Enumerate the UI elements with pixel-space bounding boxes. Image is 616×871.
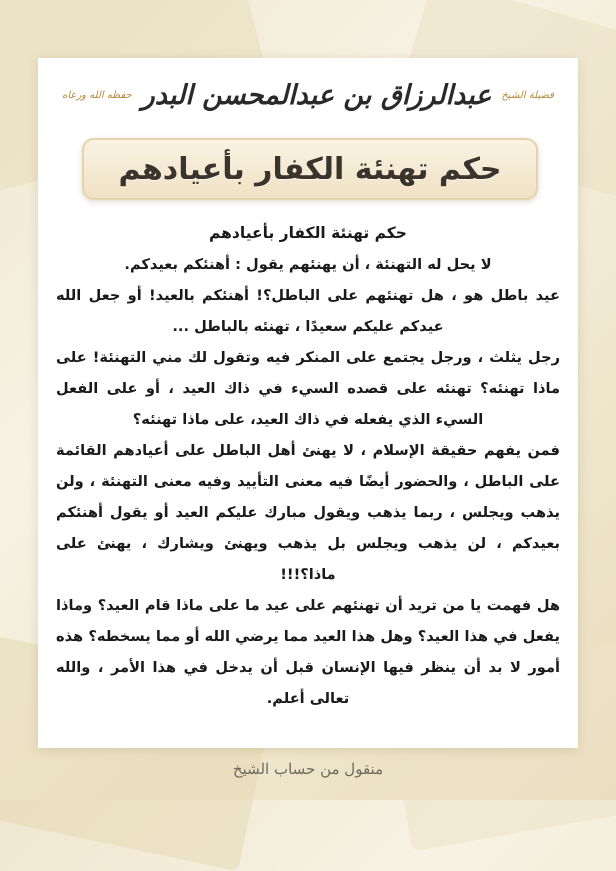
paragraph: عيد باطل هو ، هل تهنئهم على الباطل؟! أهنئكم بالعيد! أو جعل الله عيدكم عليكم سعيدًا ، تهنئه بالباطل ... [56,287,560,335]
title-banner [82,138,538,200]
paragraph: فمن يفهم حقيقة الإسلام ، لا يهنئ أهل الباطل على أعيادهم القائمة على الباطل ، والحضور أيضًا فيه معنى التأييد وفيه معنى التهنئة ، ولن يذهب ويجلس ، ربما يذهب ويقول مبارك عليكم العيد أو يقول أهنئكم بعيدكم ، لن يذهب ويجلس بل يذهب ويهنئ ويشارك ، يهنئ على ماذا؟!!! [56,442,560,583]
header-prefix: فضيلة الشيخ [501,89,554,101]
header-suffix: حفظه الله ورعاه [62,89,132,101]
paragraph: رجل يثلث ، ورجل يجتمع على المنكر فيه وتقول لك مني التهنئة! على ماذا تهنئه؟ تهنئه على قصده السيء في ذاك العيد ، أو على الفعل السيء الذي يفعله في ذاك العيد، على ماذا تهنئه؟ [56,349,560,428]
paragraph: هل فهمت يا من تريد أن تهنئهم على عيد ما على ماذا قام العيد؟ وماذا يفعل في هذا العيد؟ وهل هذا العيد مما يرضي الله أو مما يسخطه؟ هذه أمور لا بد أن ينظر فيها الإنسان قبل أن يدخل في هذا الأمر ، والله تعالى أعلم. [56,597,560,707]
page-title: حكم تهنئة الكفار بأعيادهم [118,151,502,187]
source-note: منقول من حساب الشيخ [232,760,384,778]
content-card [38,58,578,748]
article-body [56,218,560,714]
sheikh-name: عبدالرزاق بن عبدالمحسن البدر [141,79,492,111]
sheikh-header [38,58,578,132]
paragraph: لا يحل له التهنئة ، أن يهنئهم يقول : أهنئكم بعيدكم. [124,256,492,273]
article-subtitle: حكم تهنئة الكفار بأعيادهم [209,224,407,242]
